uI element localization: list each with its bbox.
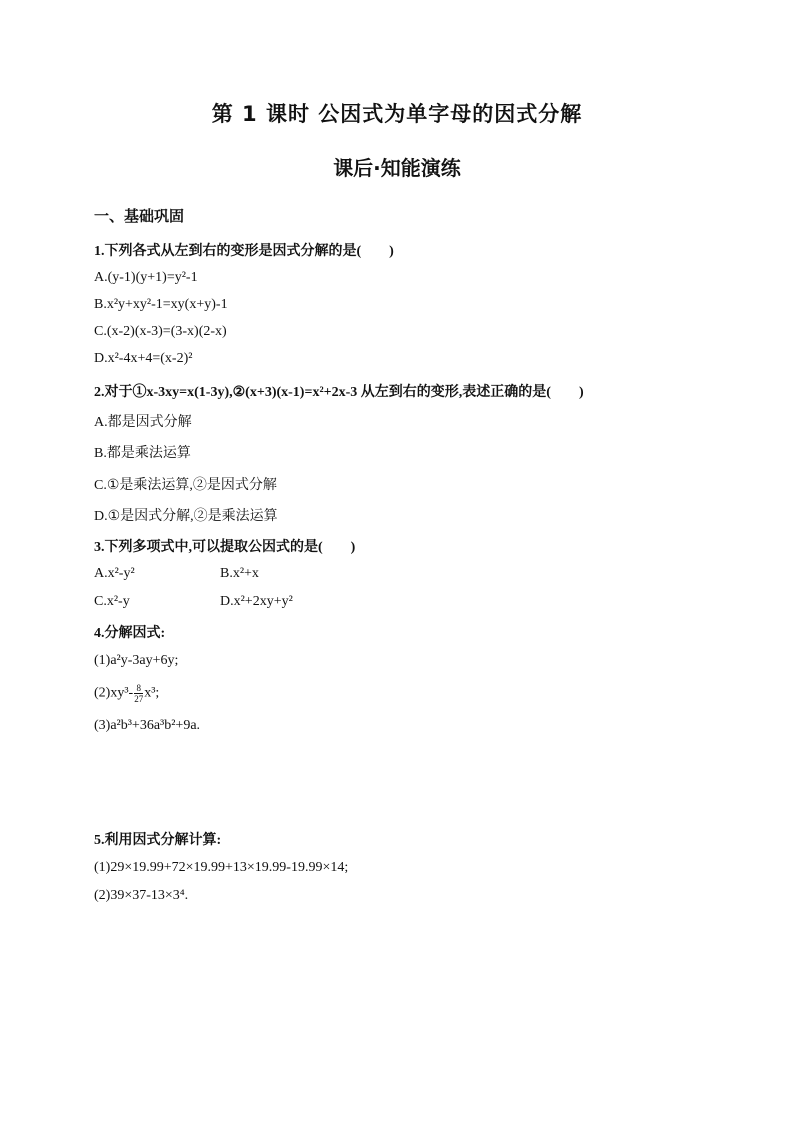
page-title: 第 1 课时 公因式为单字母的因式分解 [211, 102, 583, 126]
question-5-part-1: (1)29×19.99+72×19.99+13×19.99-19.99×14; [94, 860, 349, 875]
section-heading: 一、基础巩固 [94, 207, 185, 225]
question-4-part-2-tail: x³; [144, 685, 160, 701]
question-2-option-a: A.都是因式分解 [94, 415, 192, 430]
question-1-stem: 1.下列各式从左到右的变形是因式分解的是( ) [94, 244, 394, 259]
question-1-option-b: B.x²y+xy²-1=xy(x+y)-1 [94, 297, 228, 312]
question-1-option-c: C.(x-2)(x-3)=(3-x)(2-x) [94, 324, 227, 339]
question-4-stem: 4.分解因式: [94, 626, 166, 641]
question-5-part-2: (2)39×37-13×3⁴. [94, 888, 189, 903]
question-3-option-b: B.x²+x [220, 566, 259, 581]
question-4-part-1: (1)a²y-3ay+6y; [94, 653, 179, 668]
question-2-option-d: D.①是因式分解,②是乘法运算 [94, 509, 278, 524]
question-1-option-d: D.x²-4x+4=(x-2)² [94, 351, 193, 366]
fraction [134, 683, 143, 704]
question-3-stem: 3.下列多项式中,可以提取公因式的是( ) [94, 540, 356, 555]
question-5-stem: 5.利用因式分解计算: [94, 833, 222, 848]
page-subtitle: 课后·知能演练 [333, 156, 461, 180]
question-3-option-d: D.x²+2xy+y² [220, 594, 293, 609]
fraction-numerator: 8 [134, 683, 143, 694]
fraction-denominator: 27 [134, 694, 144, 704]
question-1-option-a: A.(y-1)(y+1)=y²-1 [94, 270, 198, 285]
question-3-option-a: A.x²-y² [94, 566, 135, 581]
question-2-option-b: B.都是乘法运算 [94, 446, 191, 461]
question-2-option-c: C.①是乘法运算,②是因式分解 [94, 478, 277, 493]
question-4-part-2-lead: (2)xy³- [94, 685, 134, 701]
question-4-part-3: (3)a²b³+36a³b²+9a. [94, 718, 201, 733]
question-2-stem: 2.对于①x-3xy=x(1-3y),②(x+3)(x-1)=x²+2x-3 从左到右的变形,表述正确的是( ) [94, 385, 584, 400]
question-3-option-c: C.x²-y [94, 594, 130, 609]
question-4-part-2 [94, 683, 159, 704]
